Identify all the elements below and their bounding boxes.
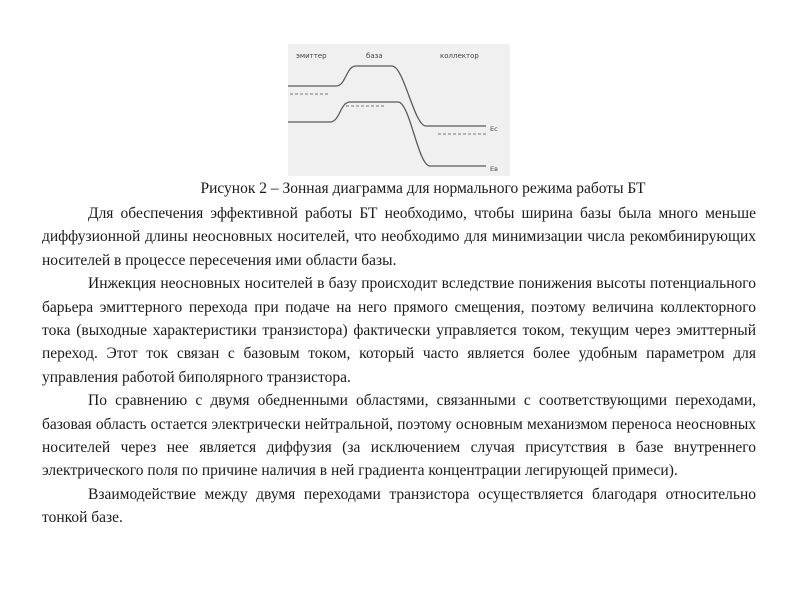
band-diagram-figure <box>288 44 510 176</box>
band-diagram-svg <box>288 44 510 176</box>
label-emitter: эмиттер <box>296 52 327 60</box>
figure-background <box>288 44 510 176</box>
label-base: база <box>366 52 383 60</box>
label-collector: коллектор <box>440 52 479 60</box>
label-ec: Eс <box>490 125 498 133</box>
paragraph-1: Для обеспечения эффективной работы БТ необходимо, чтобы ширина базы была много меньше диффузионной длины неосновных носителей, что необходимо для минимизации числа рекомбинирующих носителей в процессе пересечения ими области базы. <box>42 205 756 269</box>
label-ev: Eв <box>490 165 498 173</box>
paragraph-2: Инжекция неосновных носителей в базу происходит вследствие понижения высоты потенциального барьера эмиттерного перехода при подаче на него прямого смещения, поэтому величина коллекторного тока (выходные характеристики транзистора) фактически управляется током, текущим через эмиттерный переход. Этот ток связан с базовым током, который часто является более удобным параметром для управления работой биполярного транзистора. <box>42 275 756 386</box>
paragraph-3: По сравнению с двумя обедненными областями, связанными с соответствующими переходами, базовая область остается электрически нейтральной, поэтому основным механизмом переноса неосновных носителей через нее является диффузия (за исключением случая присутствия в базе внутреннего электрического поля по причине наличия в ней градиента концентрации легирующей примеси). <box>42 392 756 480</box>
figure-caption: Рисунок 2 – Зонная диаграмма для нормального режима работы БТ <box>200 180 646 197</box>
body-text <box>42 202 756 530</box>
paragraph-4: Взаимодействие между двумя переходами транзистора осуществляется благодаря относительно тонкой базе. <box>42 485 756 527</box>
